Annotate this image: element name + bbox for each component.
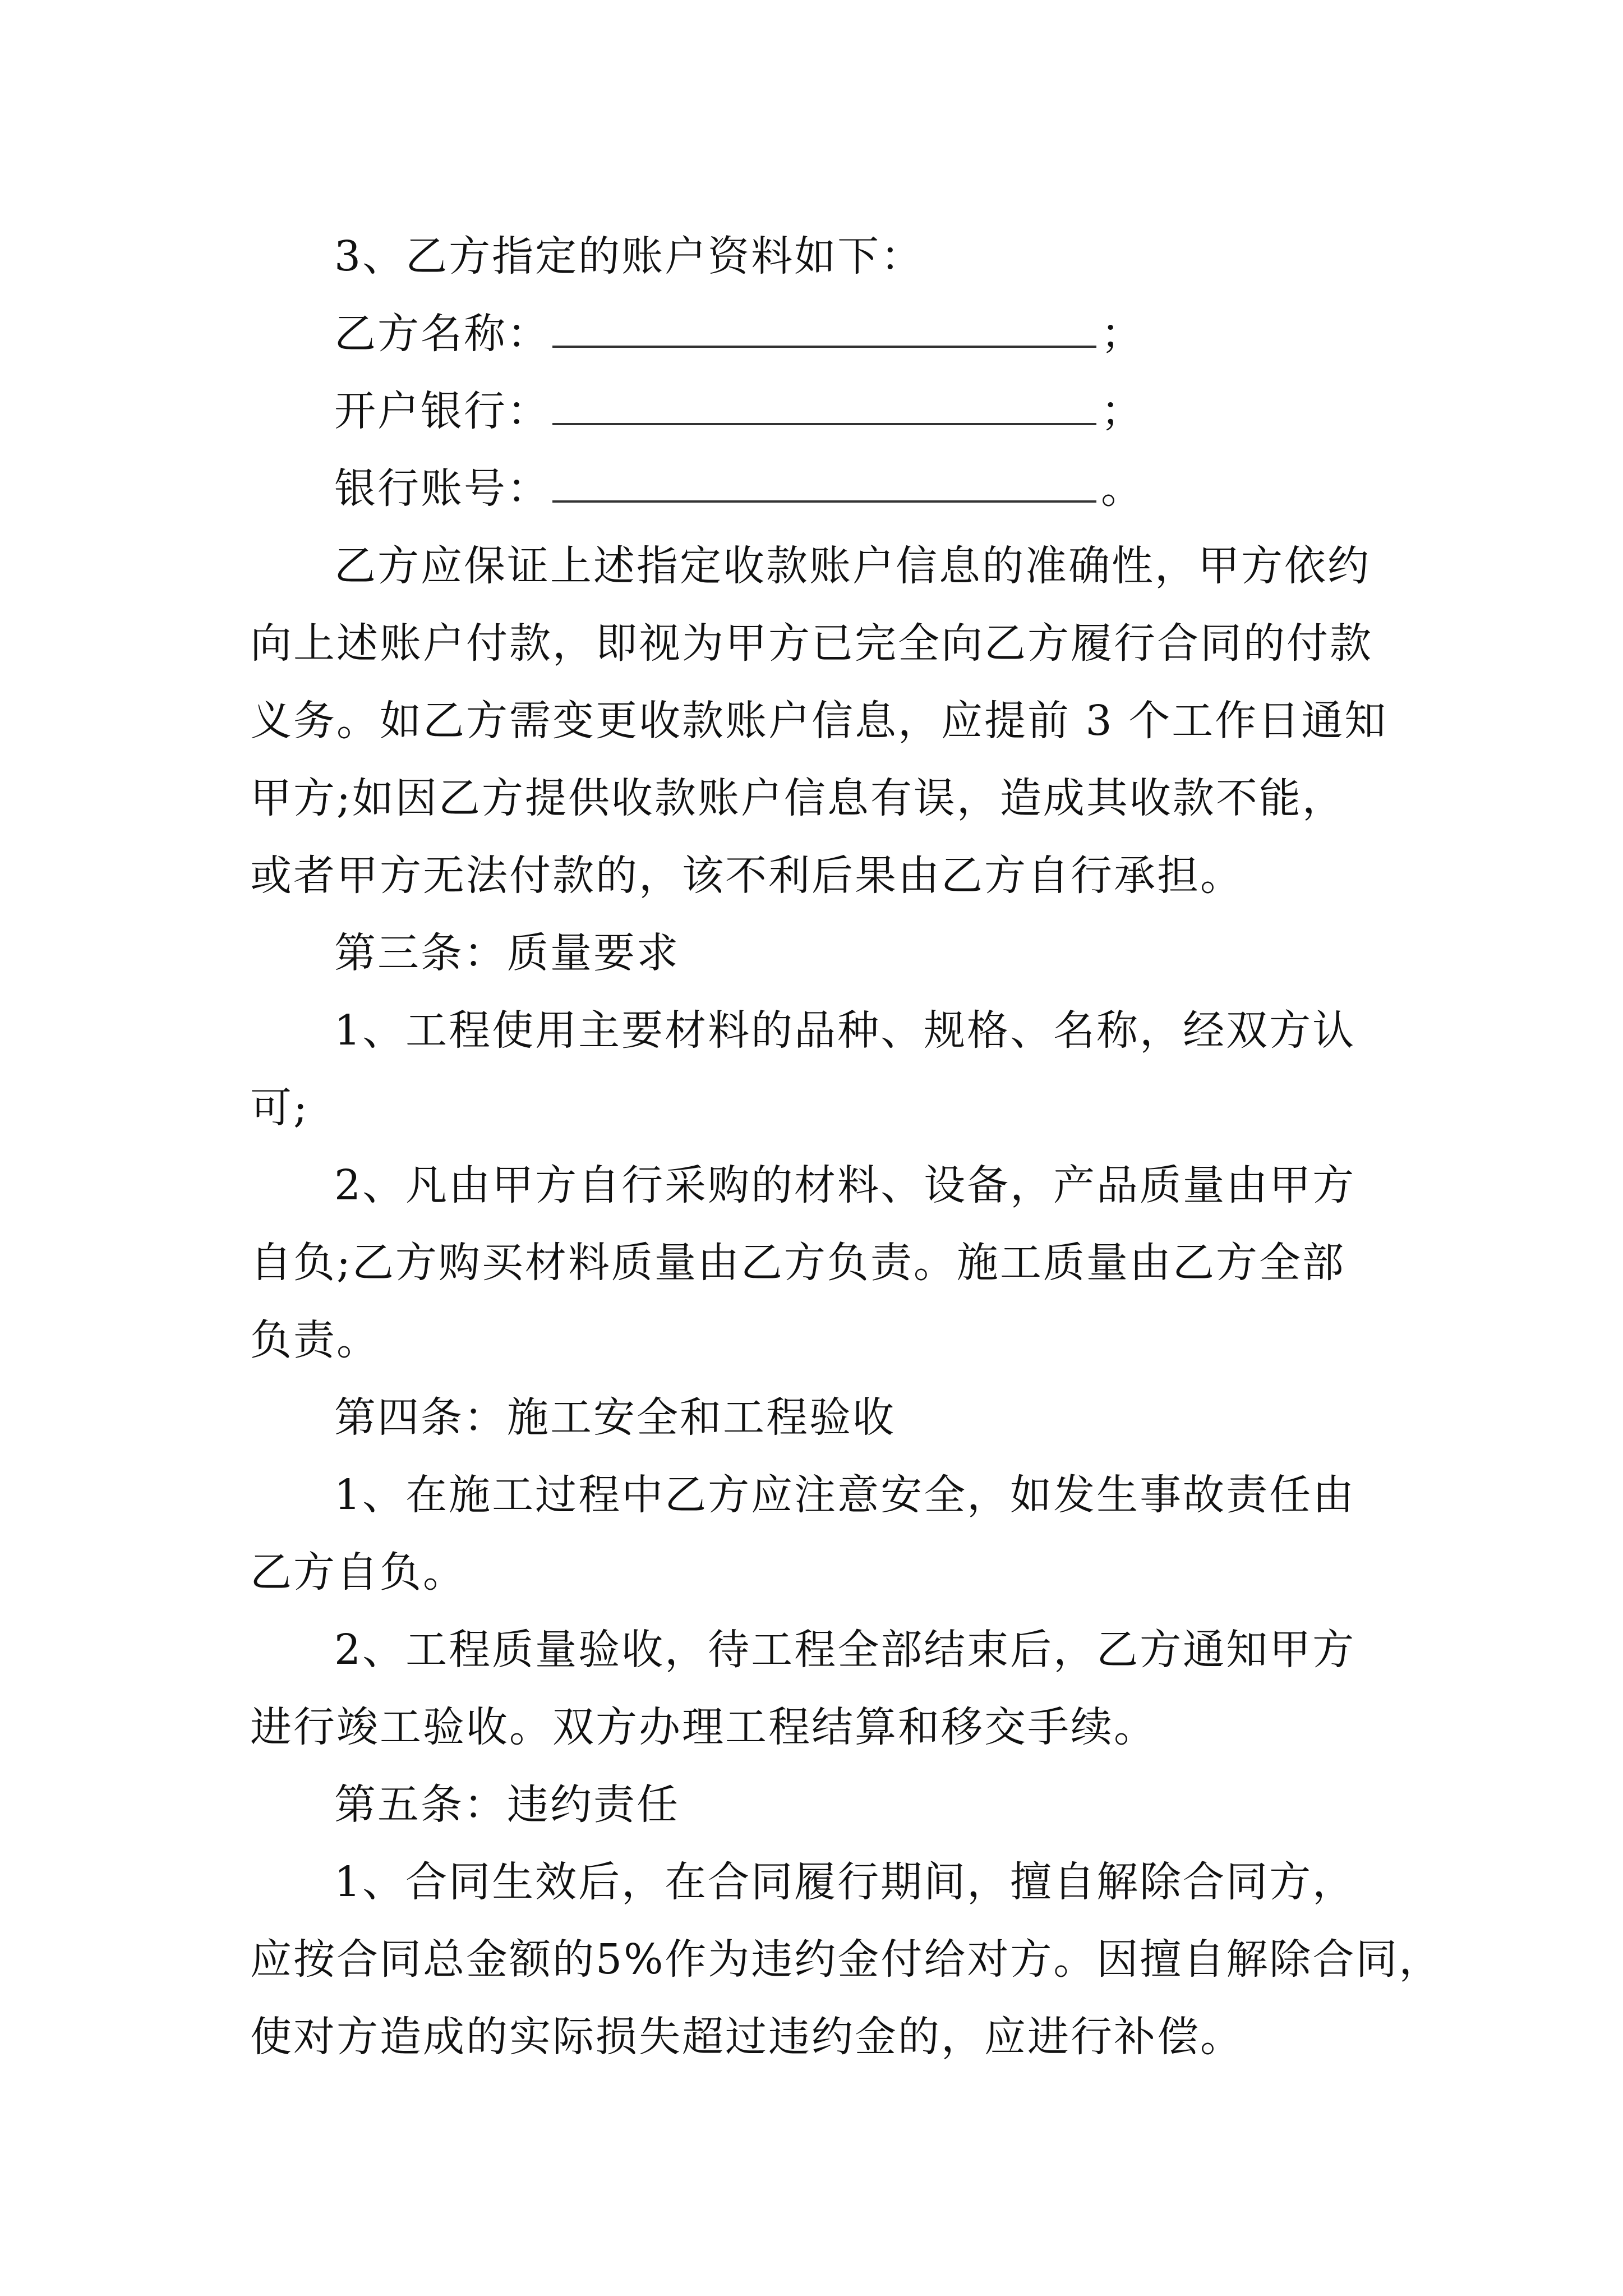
- account-section-heading: 3、乙方指定的账户资料如下：: [334, 232, 924, 280]
- paragraph-line: 2、凡由甲方自行采购的材料、设备，产品质量由甲方: [334, 1161, 1356, 1209]
- paragraph-line: 1、在施工过程中乙方应注意安全，如发生事故责任由: [334, 1471, 1356, 1519]
- document-page: [250, 218, 1442, 2076]
- article-4-item-1: [250, 1456, 1389, 1611]
- field-end-mark: ；: [1101, 387, 1144, 435]
- field-label: 银行账号：: [334, 464, 550, 513]
- field-party-b-name: [250, 295, 1389, 372]
- article-3-item-2: [250, 1147, 1389, 1379]
- paragraph-line: 进行竣工验收。双方办理工程结算和移交手续。: [250, 1703, 1157, 1751]
- field-end-mark: 。: [1101, 464, 1144, 513]
- fill-in-blank[interactable]: [552, 467, 1096, 503]
- paragraph-line: 1、工程使用主要材料的品种、规格、名称，经双方认: [334, 1006, 1356, 1055]
- paragraph-line: 甲方;如因乙方提供收款账户信息有误，造成其收款不能，: [250, 774, 1345, 822]
- field-end-mark: ；: [1101, 310, 1144, 358]
- paragraph-line: 乙方应保证上述指定收款账户信息的准确性，甲方依约: [334, 542, 1371, 590]
- field-bank-name: [250, 372, 1389, 450]
- paragraph-line: 自负;乙方购买材料质量由乙方负责。施工质量由乙方全部: [250, 1239, 1345, 1287]
- paragraph-line: 负责。: [250, 1316, 380, 1364]
- article-3-item-1: [250, 992, 1389, 1147]
- field-label: 乙方名称：: [334, 310, 550, 358]
- paragraph-line: 应按合同总金额的5%作为违约金付给对方。因擅自解除合同，: [250, 1935, 1442, 1984]
- paragraph-line: 1、合同生效后，在合同履行期间，擅自解除合同方，: [334, 1858, 1356, 1906]
- paragraph-line: 义务。如乙方需变更收款账户信息，应提前 3 个工作日通知: [250, 697, 1388, 745]
- fill-in-blank[interactable]: [552, 389, 1096, 425]
- paragraph-line: 2、工程质量验收，待工程全部结束后，乙方通知甲方: [334, 1626, 1356, 1674]
- account-note-paragraph: [250, 527, 1389, 914]
- paragraph-line: 使对方造成的实际损失超过违约金的，应进行补偿。: [250, 2013, 1243, 2061]
- fill-in-blank[interactable]: [552, 312, 1096, 348]
- field-account-number: [250, 450, 1389, 527]
- article-5-item-1: [250, 1843, 1442, 2076]
- field-label: 开户银行：: [334, 387, 550, 435]
- paragraph-line: 可;: [250, 1084, 309, 1132]
- article-3-title: 第三条：质量要求: [334, 929, 680, 977]
- paragraph-line: 向上述账户付款，即视为甲方已完全向乙方履行合同的付款: [250, 619, 1373, 668]
- article-5-title: 第五条：违约责任: [334, 1780, 680, 1829]
- article-4-item-2: [250, 1611, 1389, 1766]
- paragraph-line: 乙方自负。: [250, 1548, 466, 1596]
- paragraph-line: 或者甲方无法付款的，该不利后果由乙方自行承担。: [250, 852, 1243, 900]
- article-4-title: 第四条：施工安全和工程验收: [334, 1393, 896, 1442]
